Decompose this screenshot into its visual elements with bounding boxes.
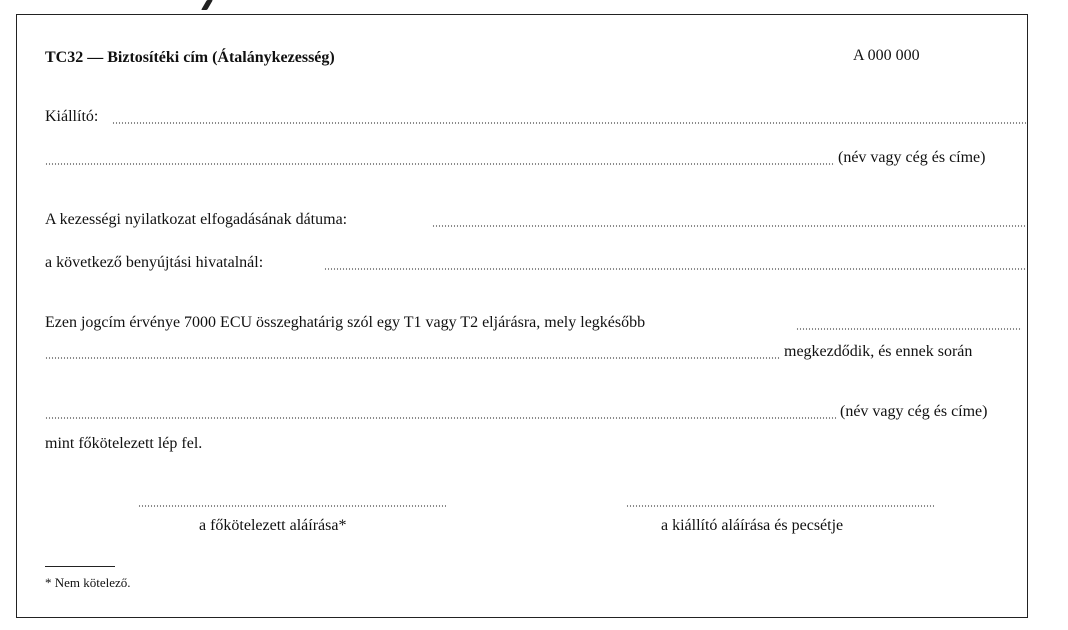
issuer-address-field[interactable] [45, 148, 835, 168]
footnote-rule [45, 566, 115, 567]
name-or-company-note-2: (név vagy cég és címe) [840, 403, 988, 420]
form-number: A 000 000 [853, 47, 920, 64]
name-or-company-note-1: (név vagy cég és címe) [838, 149, 986, 166]
office-label: a következő benyújtási hivatalnál: [45, 254, 264, 271]
issuer-signature-label: a kiállító aláírása és pecsétje [661, 517, 844, 534]
issuer-signature-field[interactable] [626, 490, 934, 510]
starts-text: megkezdődik, és ennek során [784, 343, 973, 360]
principal-text: mint főkötelezett lép fel. [45, 435, 203, 452]
office-field[interactable] [324, 253, 1026, 273]
principal-signature-field[interactable] [138, 490, 446, 510]
footnote: * Nem kötelező. [45, 575, 131, 590]
issuer-label: Kiállító: [45, 108, 99, 125]
deadline-field-cont[interactable] [45, 342, 781, 362]
validity-text: Ezen jogcím érvénye 7000 ECU összeghatárig szól egy T1 vagy T2 eljárásra, mely legkésőbb [45, 314, 646, 331]
issuer-field[interactable] [112, 107, 1026, 127]
acceptance-date-label: A kezességi nyilatkozat elfogadásának dátuma: [45, 211, 348, 228]
acceptance-date-field[interactable] [432, 210, 1026, 230]
principal-signature-label: a főkötelezett aláírása* [199, 517, 347, 534]
pen-mark [201, 0, 213, 10]
deadline-field[interactable] [796, 313, 1022, 333]
principal-field[interactable] [45, 402, 837, 422]
form-title: TC32 — Biztosítéki cím (Átalánykezesség) [45, 49, 335, 66]
